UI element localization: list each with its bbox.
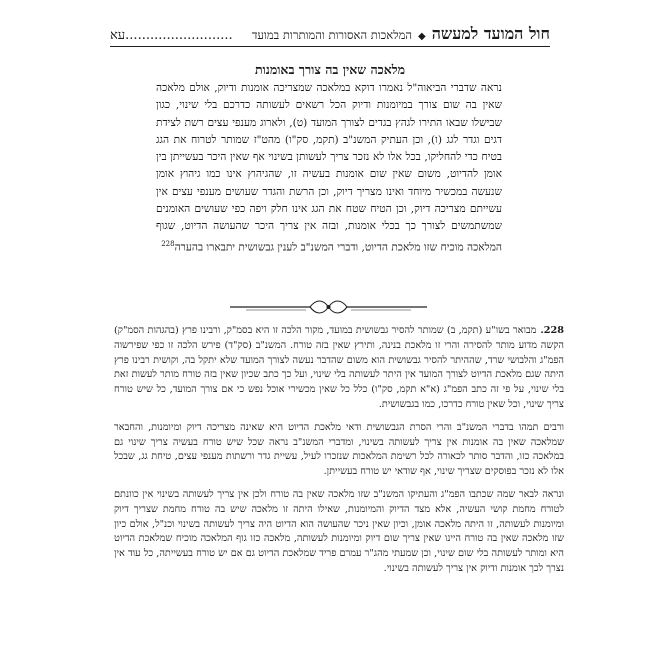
book-title: חול המועד למעשה <box>431 24 550 43</box>
footnote-text: ונראה לבאר שמה שכתבו הפמ"ג והעתיקו המשנ"ב שזו מלאכה שאין בה טורח ולכן אין צריך לעשותה בשינוי אין כוונתם לטורח מחמת קושי העשיה, אלא מצד הדיוק והמיומנות, שאילו היתה זו מלאכה שיש בה טורח מחמת שצריך דיוק ומיומנות לעשותה, זו היתה מלאכה אומן, וכיון שאין ניכר שהעושה הוא הדיוט היה צריך לעשותה בשינוי וכנ"ל, אולם כיון שזו מלאכה שאין בה טורח היינו שאין צריך שום דיוק ומיומנות לעשותה, מלאכה כזו גוף המלאכה מוכיח שמלאכת הדיוט היא ומותר לעשותה בלי שום שינוי, וכן שמעתי מהג"ר עמרם פריד שמלאכת הדיוט גם אם יש טורח בעשייתה, כל עוד אין נצרך לכך אומנות ודיוק אין צריך לעשותה בשינוי. <box>114 488 564 574</box>
main-paragraph-text: נראה שדברי הביאוה"ל נאמרו דוקא במלאכה שמצריכה אומנות ודיוק, אולם מלאכה שאין בה שום צורך במיומנות ודיוק הכל רשאים לעשותה כדרכם בלי שינוי, כגון שבישלו שבאו התירו לגהץ בגדים לצורך המועד (ט), ולארוג מענפי עצים רשת לצידת דגים וגדר לגג (ו), וכן העתיק המשנ"ב (תקמ, סק"ו) מהט"ז שמותר לטרוח את הגג בטיח כדי להחליקו, בכל אלו לא נזכר צריך לעשותן בשינוי אף שאין היכר בעשייתן בין אומן להדיוט, משום שאין שום אומנות בעשיה זו, שהגיהוץ אינו כמו גיהוץ אומן שנעשה במכשיר מיוחד ואינו מצריך דיוק, וכן הרשת והגדר שעושים מענפי עצים אין עשייתם מצריכה דיוק, וכן הטיח שטח את הגג אינו חלק ויפה כפי שעושים האומנים שמשתמשים לצורך כך בכלי אומנות, ובזה אין צריך היכר שהעושה הדיוט, שגוף המלאכה מוכיח שזו מלאכת הדיוט, ודברי המשנ"ב לענין גבשושית יתבארו בהערה <box>156 82 502 254</box>
footnote-number: 228. <box>540 325 564 336</box>
footnote-paragraph-1 <box>114 324 564 413</box>
footnote-reference: 228 <box>161 239 175 248</box>
header-title-group <box>252 24 550 44</box>
footnote-paragraph-3 <box>114 488 564 577</box>
footnote-paragraph-2 <box>114 421 564 480</box>
running-header <box>110 24 550 47</box>
footnote-text: מבואר בשו"ע (תקמ, ב) שמותר להסיר גבשושית במועד, מקור הלכה זו היא בסמ"ק, ורבינו פרץ (בהגהות הסמ"ק) הקשה מדוע מותר להסירה והרי זו מלאכת בנינה, ותירץ שאין בזה טורח. המשנ"ב (סק"ד) פירש הלכה זו כפי שפירשוה הפמ"ג והלבושי שרד, שההיתר להסיר גבשושית הוא משום שהדבר נעשה לצורך המועד שלא יתקל בה, וקושית רבינו פרץ היתה שגם מלאכת הדיוט לצורך המועד אין היתר לעשותה בלי שינוי, ועל כך כתב שכיון שאין בזה טורח מותר לעשות זאת בלי שינוי, על פי זה כתב הפמ"ג (א"א תקמ, סק"ו) כלל כל שאין מכשירי אוכל נפש כי אם צורך המועד, כל שיש טורח צריך שינוי, וכל שאין טורח כדרכו, כמו בגבשושית. <box>114 325 564 410</box>
chapter-subtitle: המלאכות האסורות והמותרות במועד <box>251 28 413 42</box>
section-heading: מלאכה שאין בה צורך באומנות <box>254 62 406 77</box>
page-number: עא.......................... <box>110 28 233 43</box>
main-paragraph <box>156 80 502 257</box>
footnote-text: ורבים תמהו בדברי המשנ"ב והרי הסרת הגבשושית ודאי מלאכת הדיוט היא שאינה מצריכה דיוק ומיומנות, והחבאר שמלאכה שאין בה אומנות אין צריך לעשותה בשינוי, ומדברי המשנ"ב נראה שכל שיש טורח בעשיה צריך שינוי גם במלאכה כזו, והדבר סותר לכאורה לכל רשימת המלאכות שנזכרו לעיל, עשיית גדר ורשתות מענפי עצים, טיחת גג, שבכל אלו לא נזכר בפוסקים שצריך שינוי, אף שודאי יש טורח בעשייתן. <box>114 421 564 478</box>
footnotes-block <box>114 324 564 585</box>
diamond-separator-icon: ◆ <box>418 31 426 42</box>
main-text-block <box>156 80 502 257</box>
ornamental-divider-icon <box>226 297 431 317</box>
